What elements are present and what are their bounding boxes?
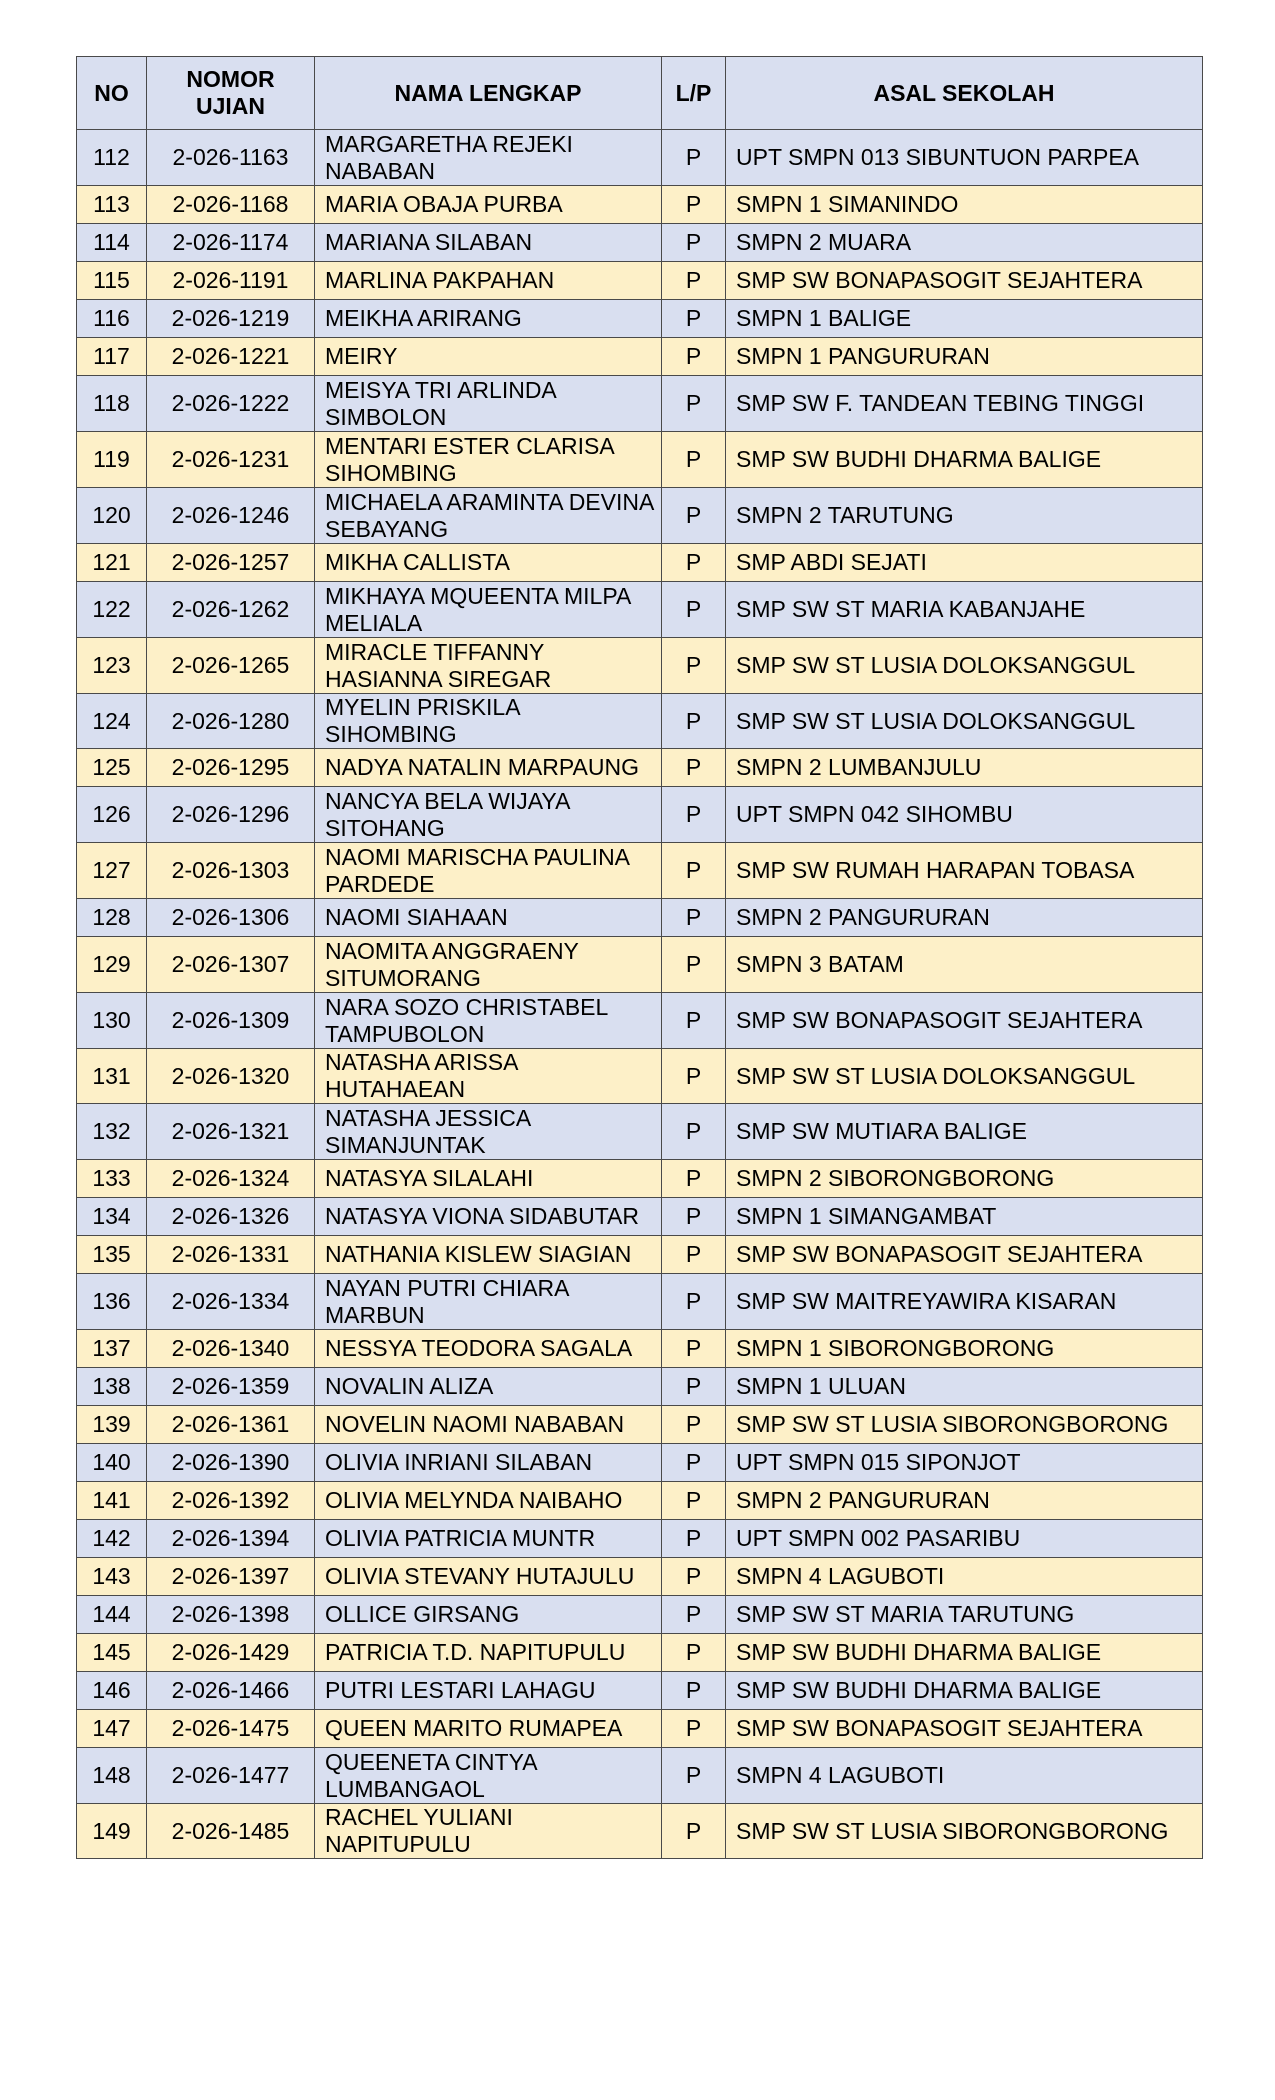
cell-lp: P: [662, 1236, 726, 1274]
cell-nama-lengkap: MARGARETHA REJEKI NABABAN: [315, 130, 662, 186]
table-row: [77, 1710, 1203, 1748]
cell-no: 116: [77, 300, 147, 338]
cell-asal-sekolah: SMP SW MAITREYAWIRA KISARAN: [726, 1274, 1203, 1330]
cell-lp: P: [662, 544, 726, 582]
cell-nomor-ujian: 2-026-1477: [147, 1748, 315, 1804]
cell-nama-lengkap: NESSYA TEODORA SAGALA: [315, 1330, 662, 1368]
cell-nomor-ujian: 2-026-1398: [147, 1596, 315, 1634]
cell-nomor-ujian: 2-026-1163: [147, 130, 315, 186]
cell-lp: P: [662, 843, 726, 899]
cell-nama-lengkap: NATASYA VIONA SIDABUTAR: [315, 1198, 662, 1236]
table-row: [77, 1748, 1203, 1804]
table-row: [77, 130, 1203, 186]
cell-no: 133: [77, 1160, 147, 1198]
cell-lp: P: [662, 1406, 726, 1444]
cell-nomor-ujian: 2-026-1429: [147, 1634, 315, 1672]
cell-lp: P: [662, 993, 726, 1049]
cell-asal-sekolah: SMPN 1 ULUAN: [726, 1368, 1203, 1406]
table-row: [77, 488, 1203, 544]
cell-no: 136: [77, 1274, 147, 1330]
cell-no: 126: [77, 787, 147, 843]
cell-nomor-ujian: 2-026-1397: [147, 1558, 315, 1596]
cell-lp: P: [662, 1596, 726, 1634]
cell-lp: P: [662, 899, 726, 937]
table-row: [77, 937, 1203, 993]
cell-asal-sekolah: SMPN 4 LAGUBOTI: [726, 1748, 1203, 1804]
cell-lp: P: [662, 1804, 726, 1859]
cell-lp: P: [662, 488, 726, 544]
cell-nomor-ujian: 2-026-1257: [147, 544, 315, 582]
header-lp: L/P: [662, 57, 726, 130]
table-row: [77, 899, 1203, 937]
cell-no: 140: [77, 1444, 147, 1482]
cell-lp: P: [662, 338, 726, 376]
cell-nama-lengkap: NATASHA ARISSA HUTAHAEAN: [315, 1049, 662, 1104]
cell-nama-lengkap: NARA SOZO CHRISTABEL TAMPUBOLON: [315, 993, 662, 1049]
cell-no: 112: [77, 130, 147, 186]
cell-lp: P: [662, 694, 726, 749]
table-body: [77, 130, 1203, 1859]
table-row: [77, 638, 1203, 694]
cell-nomor-ujian: 2-026-1309: [147, 993, 315, 1049]
cell-asal-sekolah: SMPN 1 PANGURURAN: [726, 338, 1203, 376]
table-row: [77, 694, 1203, 749]
cell-nama-lengkap: NATASHA JESSICA SIMANJUNTAK: [315, 1104, 662, 1160]
table-row: [77, 1406, 1203, 1444]
cell-lp: P: [662, 1710, 726, 1748]
cell-nomor-ujian: 2-026-1296: [147, 787, 315, 843]
cell-asal-sekolah: SMP SW ST LUSIA SIBORONGBORONG: [726, 1406, 1203, 1444]
cell-no: 114: [77, 224, 147, 262]
table-row: [77, 376, 1203, 432]
cell-asal-sekolah: SMP ABDI SEJATI: [726, 544, 1203, 582]
cell-nama-lengkap: NATASYA SILALAHI: [315, 1160, 662, 1198]
cell-no: 113: [77, 186, 147, 224]
cell-nama-lengkap: OLIVIA INRIANI SILABAN: [315, 1444, 662, 1482]
cell-asal-sekolah: SMPN 2 TARUTUNG: [726, 488, 1203, 544]
table-row: [77, 843, 1203, 899]
cell-lp: P: [662, 1634, 726, 1672]
cell-lp: P: [662, 186, 726, 224]
cell-no: 120: [77, 488, 147, 544]
cell-asal-sekolah: SMP SW BONAPASOGIT SEJAHTERA: [726, 262, 1203, 300]
cell-nomor-ujian: 2-026-1191: [147, 262, 315, 300]
cell-nomor-ujian: 2-026-1303: [147, 843, 315, 899]
table-row: [77, 1330, 1203, 1368]
cell-nama-lengkap: NAOMI MARISCHA PAULINA PARDEDE: [315, 843, 662, 899]
cell-lp: P: [662, 1482, 726, 1520]
cell-nama-lengkap: MEIRY: [315, 338, 662, 376]
cell-lp: P: [662, 376, 726, 432]
cell-lp: P: [662, 1558, 726, 1596]
cell-asal-sekolah: SMPN 1 SIMANGAMBAT: [726, 1198, 1203, 1236]
table-row: [77, 582, 1203, 638]
cell-lp: P: [662, 1330, 726, 1368]
cell-no: 138: [77, 1368, 147, 1406]
cell-asal-sekolah: SMPN 1 SIBORONGBORONG: [726, 1330, 1203, 1368]
cell-nomor-ujian: 2-026-1295: [147, 749, 315, 787]
cell-nama-lengkap: MARIA OBAJA PURBA: [315, 186, 662, 224]
cell-asal-sekolah: SMP SW ST MARIA KABANJAHE: [726, 582, 1203, 638]
cell-no: 149: [77, 1804, 147, 1859]
cell-no: 118: [77, 376, 147, 432]
cell-nomor-ujian: 2-026-1321: [147, 1104, 315, 1160]
cell-nama-lengkap: QUEENETA CINTYA LUMBANGAOL: [315, 1748, 662, 1804]
cell-asal-sekolah: SMP SW MUTIARA BALIGE: [726, 1104, 1203, 1160]
cell-asal-sekolah: UPT SMPN 013 SIBUNTUON PARPEA: [726, 130, 1203, 186]
cell-nama-lengkap: OLLICE GIRSANG: [315, 1596, 662, 1634]
cell-no: 141: [77, 1482, 147, 1520]
cell-nama-lengkap: NOVALIN ALIZA: [315, 1368, 662, 1406]
table-row: [77, 1236, 1203, 1274]
cell-no: 117: [77, 338, 147, 376]
cell-lp: P: [662, 1049, 726, 1104]
cell-nama-lengkap: MYELIN PRISKILA SIHOMBING: [315, 694, 662, 749]
cell-nomor-ujian: 2-026-1324: [147, 1160, 315, 1198]
cell-asal-sekolah: SMPN 3 BATAM: [726, 937, 1203, 993]
cell-nama-lengkap: MICHAELA ARAMINTA DEVINA SEBAYANG: [315, 488, 662, 544]
table-row: [77, 262, 1203, 300]
cell-lp: P: [662, 432, 726, 488]
cell-nama-lengkap: NOVELIN NAOMI NABABAN: [315, 1406, 662, 1444]
cell-nomor-ujian: 2-026-1466: [147, 1672, 315, 1710]
cell-nomor-ujian: 2-026-1168: [147, 186, 315, 224]
table-row: [77, 544, 1203, 582]
cell-nomor-ujian: 2-026-1307: [147, 937, 315, 993]
cell-lp: P: [662, 1368, 726, 1406]
cell-nomor-ujian: 2-026-1340: [147, 1330, 315, 1368]
table-header-row: [77, 57, 1203, 130]
cell-no: 115: [77, 262, 147, 300]
cell-nomor-ujian: 2-026-1392: [147, 1482, 315, 1520]
cell-nama-lengkap: MARIANA SILABAN: [315, 224, 662, 262]
cell-lp: P: [662, 1160, 726, 1198]
cell-nomor-ujian: 2-026-1222: [147, 376, 315, 432]
table-row: [77, 1596, 1203, 1634]
cell-nomor-ujian: 2-026-1475: [147, 1710, 315, 1748]
header-no: NO: [77, 57, 147, 130]
table-row: [77, 1198, 1203, 1236]
table-row: [77, 1520, 1203, 1558]
cell-nama-lengkap: NAYAN PUTRI CHIARA MARBUN: [315, 1274, 662, 1330]
table-row: [77, 1804, 1203, 1859]
cell-asal-sekolah: UPT SMPN 002 PASARIBU: [726, 1520, 1203, 1558]
cell-asal-sekolah: SMP SW BONAPASOGIT SEJAHTERA: [726, 1236, 1203, 1274]
cell-nomor-ujian: 2-026-1262: [147, 582, 315, 638]
cell-no: 132: [77, 1104, 147, 1160]
table-row: [77, 186, 1203, 224]
cell-nomor-ujian: 2-026-1219: [147, 300, 315, 338]
cell-nama-lengkap: MEISYA TRI ARLINDA SIMBOLON: [315, 376, 662, 432]
cell-lp: P: [662, 1520, 726, 1558]
cell-nomor-ujian: 2-026-1390: [147, 1444, 315, 1482]
cell-nama-lengkap: MENTARI ESTER CLARISA SIHOMBING: [315, 432, 662, 488]
cell-asal-sekolah: SMP SW ST LUSIA DOLOKSANGGUL: [726, 638, 1203, 694]
cell-nomor-ujian: 2-026-1306: [147, 899, 315, 937]
cell-asal-sekolah: SMPN 2 PANGURURAN: [726, 899, 1203, 937]
cell-asal-sekolah: SMP SW BUDHI DHARMA BALIGE: [726, 1672, 1203, 1710]
cell-lp: P: [662, 1104, 726, 1160]
cell-lp: P: [662, 1672, 726, 1710]
cell-nomor-ujian: 2-026-1361: [147, 1406, 315, 1444]
cell-asal-sekolah: SMPN 4 LAGUBOTI: [726, 1558, 1203, 1596]
table-row: [77, 787, 1203, 843]
table-row: [77, 432, 1203, 488]
cell-nama-lengkap: MIKHA CALLISTA: [315, 544, 662, 582]
cell-nama-lengkap: OLIVIA MELYNDA NAIBAHO: [315, 1482, 662, 1520]
table-row: [77, 224, 1203, 262]
cell-nomor-ujian: 2-026-1331: [147, 1236, 315, 1274]
cell-asal-sekolah: SMPN 2 LUMBANJULU: [726, 749, 1203, 787]
cell-no: 122: [77, 582, 147, 638]
cell-no: 127: [77, 843, 147, 899]
cell-nomor-ujian: 2-026-1231: [147, 432, 315, 488]
table-row: [77, 338, 1203, 376]
header-nama-lengkap: NAMA LENGKAP: [315, 57, 662, 130]
cell-no: 128: [77, 899, 147, 937]
cell-asal-sekolah: SMP SW ST MARIA TARUTUNG: [726, 1596, 1203, 1634]
cell-no: 139: [77, 1406, 147, 1444]
cell-lp: P: [662, 262, 726, 300]
cell-lp: P: [662, 1274, 726, 1330]
cell-asal-sekolah: SMP SW ST LUSIA SIBORONGBORONG: [726, 1804, 1203, 1859]
cell-asal-sekolah: SMP SW BUDHI DHARMA BALIGE: [726, 432, 1203, 488]
cell-nama-lengkap: NATHANIA KISLEW SIAGIAN: [315, 1236, 662, 1274]
cell-asal-sekolah: UPT SMPN 042 SIHOMBU: [726, 787, 1203, 843]
cell-nama-lengkap: MIKHAYA MQUEENTA MILPA MELIALA: [315, 582, 662, 638]
cell-nama-lengkap: OLIVIA PATRICIA MUNTR: [315, 1520, 662, 1558]
cell-nama-lengkap: NADYA NATALIN MARPAUNG: [315, 749, 662, 787]
table-row: [77, 1634, 1203, 1672]
cell-lp: P: [662, 638, 726, 694]
cell-asal-sekolah: SMPN 1 SIMANINDO: [726, 186, 1203, 224]
cell-no: 144: [77, 1596, 147, 1634]
cell-no: 130: [77, 993, 147, 1049]
participant-table: [76, 56, 1203, 1859]
header-nomor-ujian: NOMOR UJIAN: [147, 57, 315, 130]
cell-asal-sekolah: UPT SMPN 015 SIPONJOT: [726, 1444, 1203, 1482]
cell-no: 125: [77, 749, 147, 787]
cell-asal-sekolah: SMPN 2 SIBORONGBORONG: [726, 1160, 1203, 1198]
cell-no: 148: [77, 1748, 147, 1804]
cell-nama-lengkap: RACHEL YULIANI NAPITUPULU: [315, 1804, 662, 1859]
cell-lp: P: [662, 1444, 726, 1482]
cell-no: 137: [77, 1330, 147, 1368]
cell-nama-lengkap: NAOMITA ANGGRAENY SITUMORANG: [315, 937, 662, 993]
cell-nomor-ujian: 2-026-1485: [147, 1804, 315, 1859]
cell-asal-sekolah: SMP SW BONAPASOGIT SEJAHTERA: [726, 993, 1203, 1049]
table-row: [77, 1274, 1203, 1330]
cell-no: 142: [77, 1520, 147, 1558]
cell-no: 146: [77, 1672, 147, 1710]
cell-no: 134: [77, 1198, 147, 1236]
cell-no: 147: [77, 1710, 147, 1748]
table-row: [77, 1482, 1203, 1520]
cell-nomor-ujian: 2-026-1246: [147, 488, 315, 544]
cell-no: 145: [77, 1634, 147, 1672]
cell-nomor-ujian: 2-026-1265: [147, 638, 315, 694]
cell-nama-lengkap: MIRACLE TIFFANNY HASIANNA SIREGAR: [315, 638, 662, 694]
cell-no: 121: [77, 544, 147, 582]
cell-lp: P: [662, 582, 726, 638]
cell-nama-lengkap: NANCYA BELA WIJAYA SITOHANG: [315, 787, 662, 843]
table-row: [77, 1444, 1203, 1482]
cell-lp: P: [662, 749, 726, 787]
cell-nama-lengkap: PATRICIA T.D. NAPITUPULU: [315, 1634, 662, 1672]
cell-no: 131: [77, 1049, 147, 1104]
cell-nomor-ujian: 2-026-1394: [147, 1520, 315, 1558]
cell-lp: P: [662, 1748, 726, 1804]
header-asal-sekolah: ASAL SEKOLAH: [726, 57, 1203, 130]
table-row: [77, 1104, 1203, 1160]
table-row: [77, 1160, 1203, 1198]
cell-asal-sekolah: SMPN 2 MUARA: [726, 224, 1203, 262]
cell-asal-sekolah: SMPN 1 BALIGE: [726, 300, 1203, 338]
cell-nama-lengkap: NAOMI SIAHAAN: [315, 899, 662, 937]
table-row: [77, 1368, 1203, 1406]
cell-nomor-ujian: 2-026-1174: [147, 224, 315, 262]
cell-no: 124: [77, 694, 147, 749]
cell-asal-sekolah: SMPN 2 PANGURURAN: [726, 1482, 1203, 1520]
table-row: [77, 749, 1203, 787]
cell-nama-lengkap: MARLINA PAKPAHAN: [315, 262, 662, 300]
cell-lp: P: [662, 130, 726, 186]
cell-nama-lengkap: OLIVIA STEVANY HUTAJULU: [315, 1558, 662, 1596]
cell-nomor-ujian: 2-026-1280: [147, 694, 315, 749]
table-row: [77, 1672, 1203, 1710]
cell-asal-sekolah: SMP SW BONAPASOGIT SEJAHTERA: [726, 1710, 1203, 1748]
cell-nomor-ujian: 2-026-1359: [147, 1368, 315, 1406]
cell-asal-sekolah: SMP SW BUDHI DHARMA BALIGE: [726, 1634, 1203, 1672]
cell-asal-sekolah: SMP SW ST LUSIA DOLOKSANGGUL: [726, 694, 1203, 749]
cell-no: 135: [77, 1236, 147, 1274]
cell-lp: P: [662, 300, 726, 338]
cell-no: 143: [77, 1558, 147, 1596]
table-row: [77, 1049, 1203, 1104]
cell-nomor-ujian: 2-026-1326: [147, 1198, 315, 1236]
cell-nama-lengkap: QUEEN MARITO RUMAPEA: [315, 1710, 662, 1748]
cell-nama-lengkap: PUTRI LESTARI LAHAGU: [315, 1672, 662, 1710]
table-row: [77, 1558, 1203, 1596]
cell-nomor-ujian: 2-026-1320: [147, 1049, 315, 1104]
cell-asal-sekolah: SMP SW RUMAH HARAPAN TOBASA: [726, 843, 1203, 899]
cell-nomor-ujian: 2-026-1334: [147, 1274, 315, 1330]
cell-no: 123: [77, 638, 147, 694]
table-row: [77, 300, 1203, 338]
cell-lp: P: [662, 937, 726, 993]
cell-asal-sekolah: SMP SW ST LUSIA DOLOKSANGGUL: [726, 1049, 1203, 1104]
cell-nomor-ujian: 2-026-1221: [147, 338, 315, 376]
cell-no: 129: [77, 937, 147, 993]
cell-lp: P: [662, 224, 726, 262]
cell-lp: P: [662, 787, 726, 843]
cell-asal-sekolah: SMP SW F. TANDEAN TEBING TINGGI: [726, 376, 1203, 432]
cell-nama-lengkap: MEIKHA ARIRANG: [315, 300, 662, 338]
cell-no: 119: [77, 432, 147, 488]
cell-lp: P: [662, 1198, 726, 1236]
table-row: [77, 993, 1203, 1049]
